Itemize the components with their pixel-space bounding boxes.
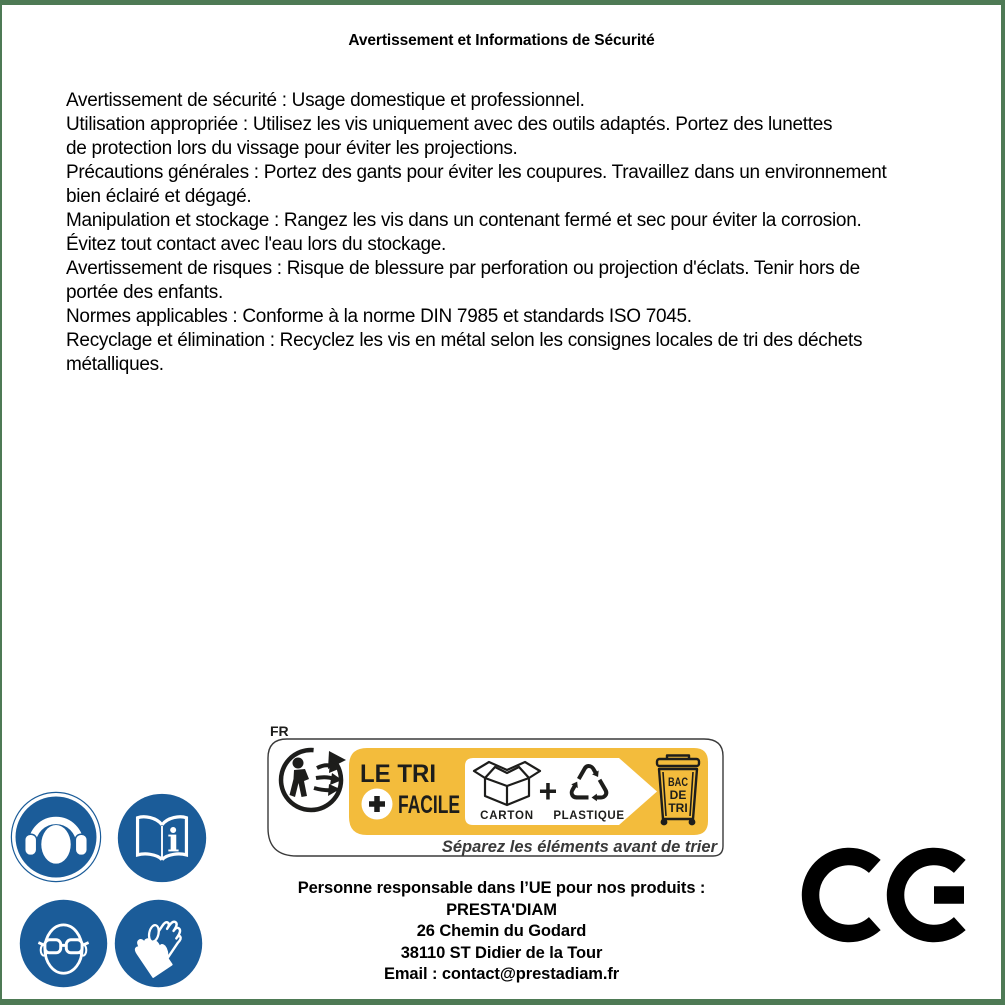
read-manual-icon: [115, 791, 209, 885]
body-line: Évitez tout contact avec l'eau lors du stockage.: [66, 234, 446, 255]
headline-facile: FACILE: [398, 791, 460, 819]
body-line: Recyclage et élimination : Recyclez les vis en métal selon les consignes locales de tri des déchets: [66, 330, 863, 351]
info-icon: i: [167, 821, 180, 860]
body-line: métalliques.: [66, 354, 164, 375]
body-line: Avertissement de risques : Risque de blessure par perforation ou projection d'éclats. Tenir hors de: [66, 258, 860, 279]
body-line: bien éclairé et dégagé.: [66, 186, 252, 207]
bin-label-line1: BAC: [668, 775, 689, 789]
body-line: Normes applicables : Conforme à la norme DIN 7985 et standards ISO 7045.: [66, 306, 692, 327]
bin-label-line3: TRI: [668, 801, 688, 815]
materials-plus-sign: +: [538, 773, 558, 809]
address-city: 38110 ST Didier de la Tour: [400, 943, 603, 962]
responsible-intro: Personne responsable dans l’UE pour nos produits :: [297, 879, 706, 897]
plastique-recycle-icon: ♺: [565, 755, 613, 815]
banner-tagline: Séparez les éléments avant de trier: [441, 838, 717, 856]
body-line: de protection lors du vissage pour éviter les projections.: [66, 138, 518, 159]
plastique-label: PLASTIQUE: [553, 810, 625, 822]
body-line: Manipulation et stockage : Rangez les vis dans un contenant fermé et sec pour éviter la corrosion.: [66, 210, 862, 231]
ear-protection-icon: [10, 791, 102, 883]
headline-le-tri: LE TRI: [360, 760, 436, 788]
page-title: Avertissement et Informations de Sécurité: [348, 32, 655, 49]
body-line: portée des enfants.: [66, 282, 223, 303]
country-code-label: FR: [270, 723, 289, 739]
ce-mark: [797, 843, 975, 951]
company-name: PRESTA'DIAM: [446, 900, 557, 919]
body-line: Précautions générales : Portez des gants pour éviter les coupures. Travaillez dans un environnement: [66, 162, 887, 183]
body-line: Utilisation appropriée : Utilisez les vis uniquement avec des outils adaptés. Portez des lunettes: [66, 114, 833, 135]
contact-email: Email : contact@prestadiam.fr: [383, 965, 620, 983]
info-tri-recycling-banner: [267, 718, 729, 864]
body-line: Avertissement de sécurité : Usage domestique et professionnel.: [66, 90, 585, 111]
address-street: 26 Chemin du Godard: [416, 922, 587, 940]
carton-label: CARTON: [480, 810, 534, 822]
safety-text-block: [66, 89, 981, 377]
bin-label-line2: DE: [669, 788, 687, 802]
